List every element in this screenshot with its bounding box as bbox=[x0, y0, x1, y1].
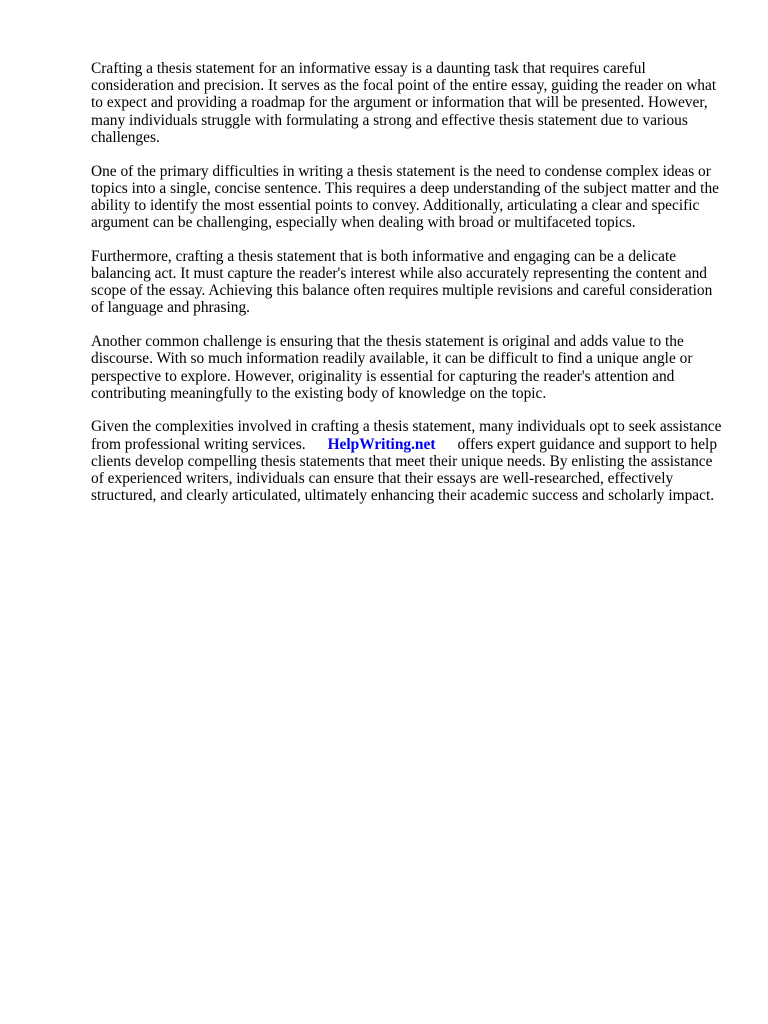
helpwriting-link[interactable]: HelpWriting.net bbox=[327, 435, 436, 453]
paragraph-intro: Crafting a thesis statement for an informative essay is a daunting task that requires careful consideration and precision. It serves as the focal point of the entire essay, guiding the reader on what to expect and providing a roadmap for the argument or information that will be presented. However, many individuals struggle with formulating a strong and effective thesis statement due to various challenges. bbox=[91, 60, 717, 146]
paragraph-difficulties: One of the primary difficulties in writing a thesis statement is the need to condense complex ideas or topics into a single, concise sentence. This requires a deep understanding of the subject matter and the ability to identify the most essential points to convey. Additionally, articulating a clear and specific argument can be challenging, especially when dealing with broad or multifaceted topics. bbox=[91, 162, 719, 232]
assistance-text-after-link: offers expert guidance and support to help clients develop compelling thesis statements that meet their unique needs. By enlisting the assistance of experienced writers, individuals can ensure that their essays are well-researched, effectively structured, and clearly articulated, ultimately enhancing their academic success and scholarly impact. bbox=[91, 435, 718, 505]
document-body bbox=[91, 60, 723, 521]
paragraph-balance: Furthermore, crafting a thesis statement that is both informative and engaging can be a delicate balancing act. It must capture the reader's interest while also accurately representing the content and scope of the essay. Achieving this balance often requires multiple revisions and careful consideration of language and phrasing. bbox=[91, 247, 713, 317]
paragraph-assistance bbox=[91, 418, 723, 504]
assistance-text-before-link: Given the complexities involved in crafting a thesis statement, many individuals opt to seek assistance from professional writing services. bbox=[91, 418, 722, 453]
paragraph-originality: Another common challenge is ensuring that the thesis statement is original and adds value to the discourse. With so much information readily available, it can be difficult to find a unique angle or perspective to explore. However, originality is essential for capturing the reader's attention and contributing meaningfully to the existing body of knowledge on the topic. bbox=[91, 333, 693, 402]
